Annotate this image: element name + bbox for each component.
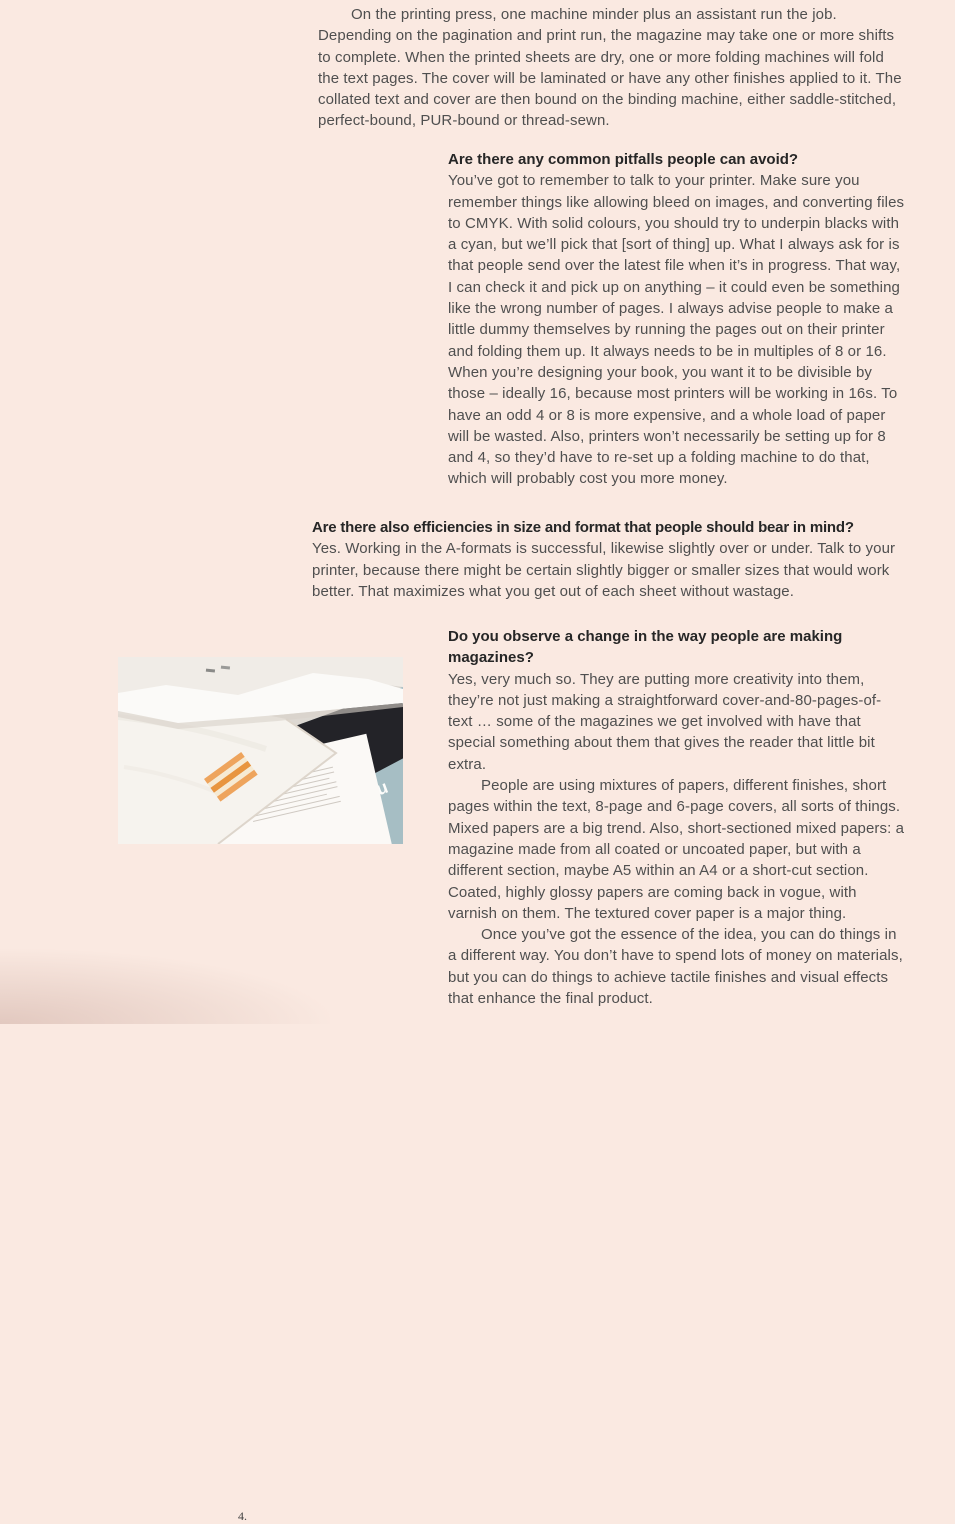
- answer-paragraph: People are using mixtures of papers, different finishes, short pages within the text, 8-page and 6-page covers, all sorts of things. Mixed papers are a big trend. Also, short-sectioned mixed papers: a magazine made from all coated or uncoated paper, but with a different section, maybe A5 within an A4 or a short-cut section. Coated, highly glossy papers are coming back in vogue, with varnish on them. The textured cover paper is a major thing.: [448, 777, 905, 922]
- answer-paragraph: Yes. Working in the A-formats is successful, likewise slightly over or under. Talk to your printer, because there might be certain slightly bigger or smaller sizes that would work better. That maximizes what you get out of each sheet without wastage.: [312, 540, 896, 600]
- intro-paragraph: On the printing press, one machine minder plus an assistant run the job. Depending on the pagination and print run, the magazine may take one or more shifts to complete. When the printed sheets are dry, one or more folding machines will fold the text pages. The cover will be laminated or have any other finishes applied to it. The collated text and cover are then bound on the binding machine, either saddle-stitched, perfect-bound, PUR-bound or thread-sewn.: [318, 6, 902, 130]
- magazine-photo-figure: [118, 657, 403, 1523]
- answer-paragraph: Yes, very much so. They are putting more creativity into them, they’re not just making a straightforward cover-and-80-pages-of-text … some of the magazines we get involved with have that special something about them that gives the reader that little bit extra.: [448, 670, 882, 773]
- question-heading: Are there any common pitfalls people can avoid?: [448, 151, 799, 168]
- magazines-photo: [118, 657, 403, 844]
- answer-paragraph: You’ve got to remember to talk to your printer. Make sure you remember things like allowing bleed on images, and converting files to CMYK. With solid colours, you should try to underpin blacks with a cyan, but we’ll pick that [sort of thing] up. What I always ask for is that people send over the latest file when it’s in progress. That way, I can check it and pick up on anything – it could even be something like the wrong number of pages. I always advise people to make a little dummy themselves by running the pages out on their printer and folding them up. It always needs to be in multiples of 8 or 16. When you’re designing your book, you want it to be divisible by those – ideally 16, because most printers will be working in 16s. To have an odd 4 or 8 is more expensive, and a whole load of paper will be wasted. Also, printers won’t necessarily be setting up for 8 and 4, so they’d have to re-set up a folding machine to do that, which will probably cost you more money.: [448, 172, 905, 488]
- qa-section-efficiencies: [312, 517, 908, 602]
- question-heading: Are there also efficiencies in size and format that people should bear in mind?: [312, 519, 854, 536]
- question-heading: Do you observe a change in the way people are making magazines?: [448, 628, 843, 667]
- qa-section-changes: [448, 626, 905, 1009]
- intro-paragraph-block: [318, 4, 904, 132]
- qa-section-pitfalls: [448, 149, 905, 490]
- answer-paragraph: Once you’ve got the essence of the idea, you can do things in a different way. You don’t have to spend lots of money on materials, but you can do things to achieve tactile finishes and visual effects that enhance the final product.: [448, 926, 903, 1008]
- page-corner-shadow: [0, 949, 330, 1024]
- figure-caption: 4.: [238, 1509, 247, 1523]
